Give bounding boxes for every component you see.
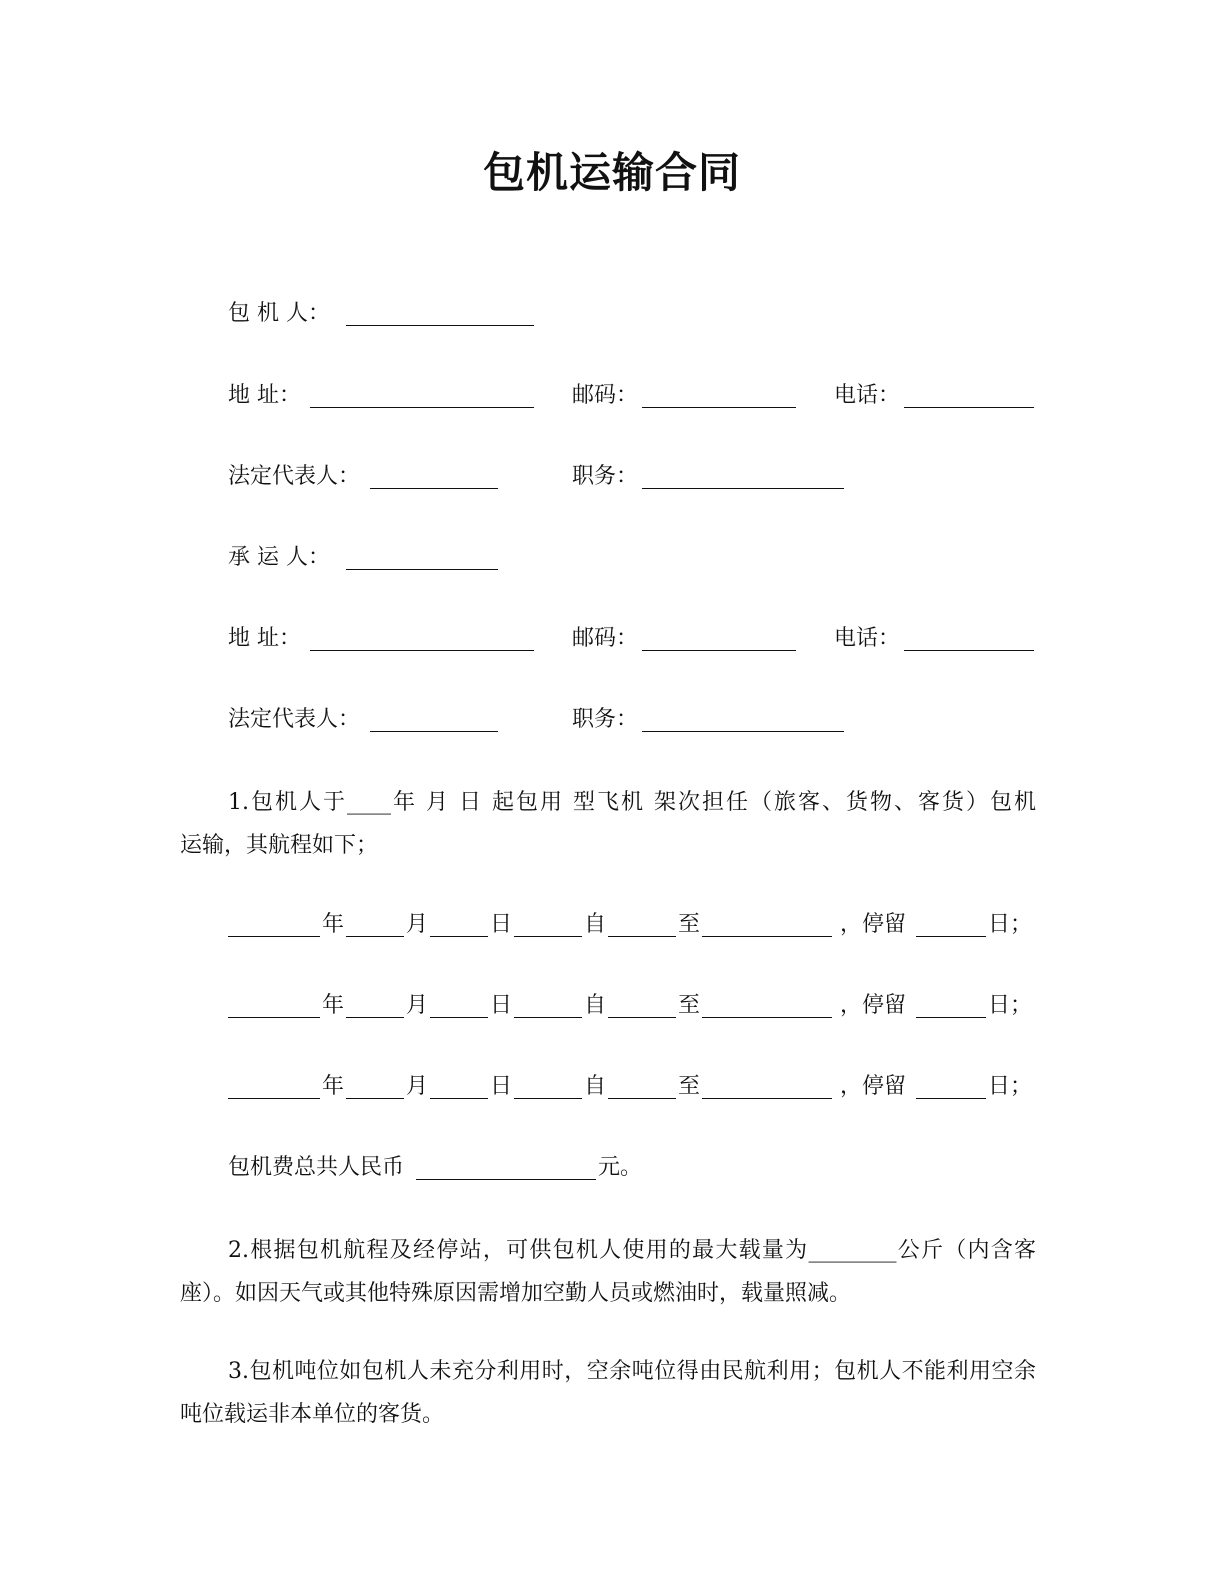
schedule-time-blank[interactable] <box>514 1098 582 1099</box>
charterer-address-label: 地 址： <box>228 383 301 408</box>
clause-2 <box>180 1229 1036 1315</box>
charterer-name-blank[interactable] <box>346 325 534 326</box>
schedule-month-label: 月 <box>406 1074 429 1099</box>
clause-1-line-1: 1.包机人于____年 月 日 起包用 型飞机 架次担任（旅客、货物、客货）包机 <box>228 790 1036 815</box>
schedule-to-label: 至 <box>678 993 701 1018</box>
schedule-month-blank[interactable] <box>346 1098 404 1099</box>
clause-3-text: 3.包机吨位如包机人未充分利用时，空余吨位得由民航利用；包机人不能利用空余吨位载运非本单位的客货。 <box>180 1359 1036 1427</box>
clause-1-line-2: 运输，其航程如下； <box>180 833 379 858</box>
schedule-time-blank[interactable] <box>514 936 582 937</box>
schedule-day-blank[interactable] <box>430 936 488 937</box>
schedule-day-label: 日 <box>490 1074 513 1099</box>
schedule-time-blank[interactable] <box>514 1017 582 1018</box>
schedule-year-label: 年 <box>322 912 345 937</box>
schedule-day-label: 日 <box>490 912 513 937</box>
carrier-position-label: 职务： <box>572 707 639 732</box>
document-title: 包机运输合同 <box>482 148 741 197</box>
schedule-from-blank[interactable] <box>608 936 676 937</box>
schedule-to-blank[interactable] <box>702 1098 832 1099</box>
schedule-day-label: 日 <box>490 993 513 1018</box>
fee-suffix: 元。 <box>598 1155 643 1180</box>
charterer-postcode-blank[interactable] <box>642 407 796 408</box>
schedule-from-label: 自 <box>584 993 607 1018</box>
schedule-year-blank[interactable] <box>228 1017 320 1018</box>
fee-prefix: 包机费总共人民币 <box>228 1155 405 1180</box>
charterer-phone-blank[interactable] <box>904 407 1034 408</box>
carrier-address-label: 地 址： <box>228 626 301 651</box>
schedule-day-blank[interactable] <box>430 1017 488 1018</box>
schedule-stay-blank[interactable] <box>916 1098 986 1099</box>
charterer-position-blank[interactable] <box>642 488 844 489</box>
schedule-stay-blank[interactable] <box>916 936 986 937</box>
schedule-from-label: 自 <box>584 1074 607 1099</box>
charterer-rep-blank[interactable] <box>370 488 498 489</box>
schedule-month-label: 月 <box>406 993 429 1018</box>
charterer-position-label: 职务： <box>572 464 639 489</box>
schedule-to-blank[interactable] <box>702 1017 832 1018</box>
carrier-address-blank[interactable] <box>310 650 534 651</box>
schedule-stay-blank[interactable] <box>916 1017 986 1018</box>
carrier-name-blank[interactable] <box>346 569 498 570</box>
schedule-to-label: 至 <box>678 1074 701 1099</box>
schedule-month-label: 月 <box>406 912 429 937</box>
schedule-stay-label: ，停留 <box>840 1074 907 1099</box>
schedule-month-blank[interactable] <box>346 936 404 937</box>
clause-3 <box>180 1350 1036 1436</box>
schedule-from-label: 自 <box>584 912 607 937</box>
clause-1 <box>180 781 1036 867</box>
schedule-stay-label: ，停留 <box>840 912 907 937</box>
schedule-stay-end-label: 日； <box>988 993 1033 1018</box>
charterer-postcode-label: 邮码： <box>572 383 639 408</box>
schedule-year-label: 年 <box>322 993 345 1018</box>
schedule-stay-end-label: 日； <box>988 1074 1033 1099</box>
schedule-stay-label: ，停留 <box>840 993 907 1018</box>
schedule-year-label: 年 <box>322 1074 345 1099</box>
fee-amount-blank[interactable] <box>416 1179 596 1180</box>
schedule-from-blank[interactable] <box>608 1098 676 1099</box>
schedule-year-blank[interactable] <box>228 1098 320 1099</box>
charterer-name-label: 包 机 人： <box>228 301 330 326</box>
schedule-from-blank[interactable] <box>608 1017 676 1018</box>
schedule-stay-end-label: 日； <box>988 912 1033 937</box>
charterer-rep-label: 法定代表人： <box>228 464 361 489</box>
schedule-to-label: 至 <box>678 912 701 937</box>
carrier-postcode-label: 邮码： <box>572 626 639 651</box>
schedule-year-blank[interactable] <box>228 936 320 937</box>
schedule-to-blank[interactable] <box>702 936 832 937</box>
charterer-phone-label: 电话： <box>834 383 901 408</box>
carrier-position-blank[interactable] <box>642 731 844 732</box>
charterer-address-blank[interactable] <box>310 407 534 408</box>
carrier-name-label: 承 运 人： <box>228 545 330 570</box>
schedule-month-blank[interactable] <box>346 1017 404 1018</box>
carrier-rep-blank[interactable] <box>370 731 498 732</box>
carrier-phone-label: 电话： <box>834 626 901 651</box>
schedule-day-blank[interactable] <box>430 1098 488 1099</box>
carrier-rep-label: 法定代表人： <box>228 707 361 732</box>
clause-2-text: 2.根据包机航程及经停站，可供包机人使用的最大载量为________公斤（内含客座）。如因天气或其他特殊原因需增加空勤人员或燃油时，载量照减。 <box>180 1238 1036 1306</box>
carrier-phone-blank[interactable] <box>904 650 1034 651</box>
carrier-postcode-blank[interactable] <box>642 650 796 651</box>
